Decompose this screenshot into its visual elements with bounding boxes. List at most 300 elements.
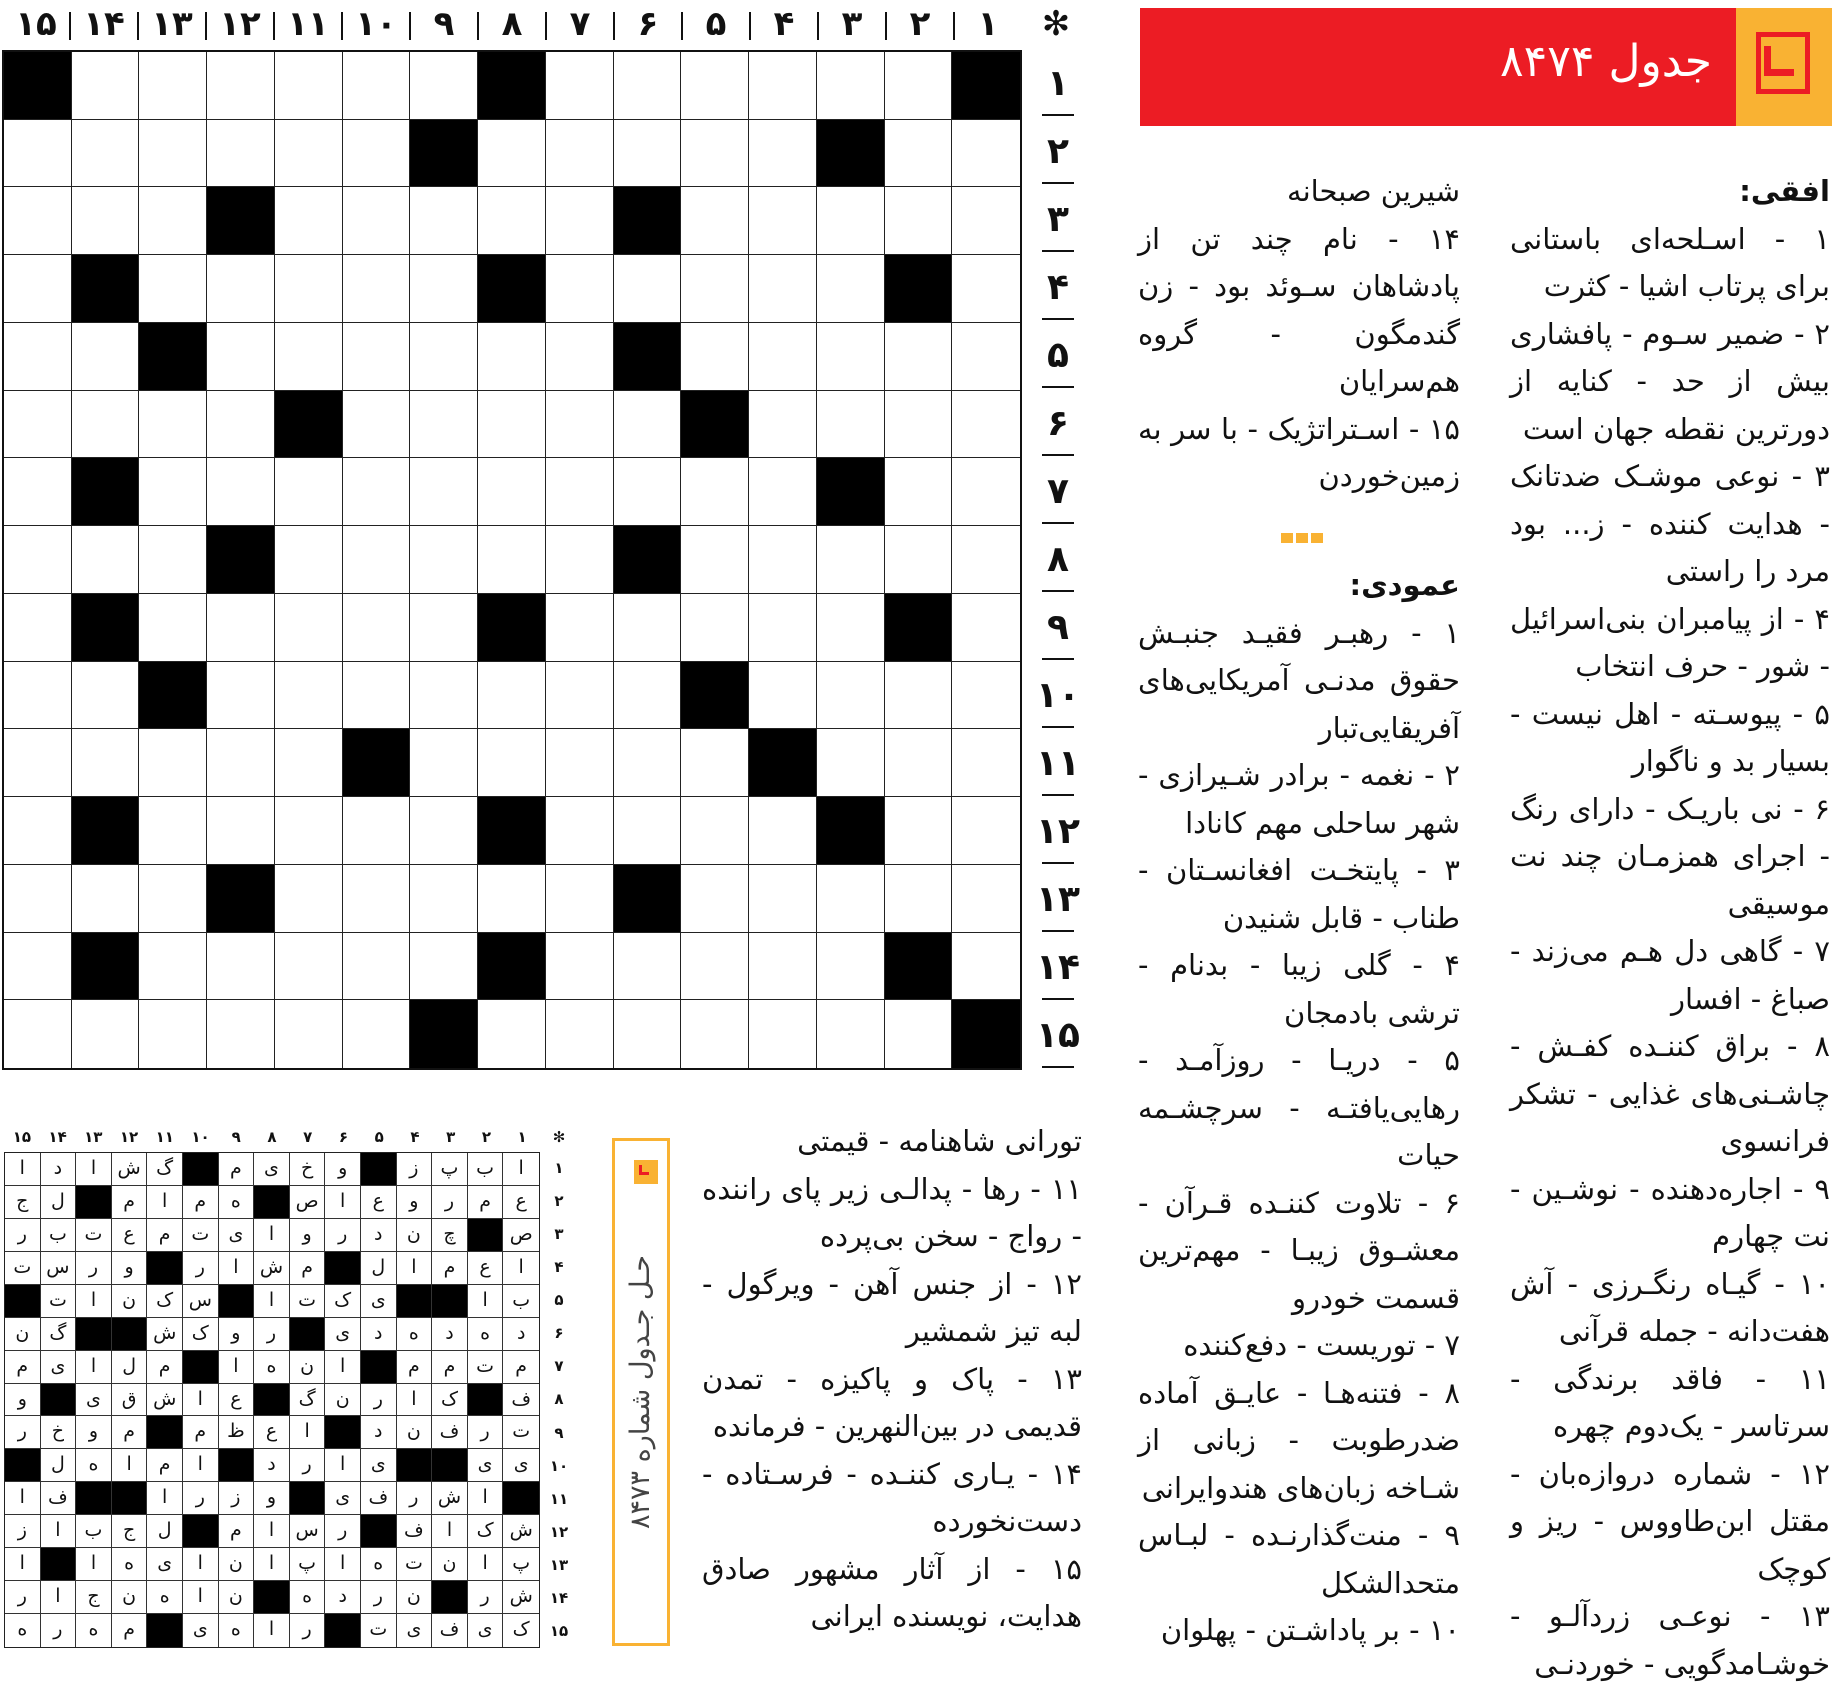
grid-cell[interactable] [275, 458, 343, 526]
solution-black-cell [290, 1482, 326, 1515]
grid-cell[interactable] [72, 1000, 140, 1068]
grid-cell[interactable] [817, 391, 885, 459]
solution-row-number: ۲ [548, 1185, 570, 1218]
grid-cell[interactable] [343, 594, 411, 662]
grid-cell[interactable] [885, 526, 953, 594]
column-number: ۶ [614, 4, 682, 44]
grid-cell[interactable] [614, 662, 682, 730]
grid-cell[interactable] [952, 323, 1020, 391]
row-number: ۲ [1036, 118, 1080, 186]
grid-cell[interactable] [275, 187, 343, 255]
solution-cell: ا [147, 1482, 183, 1515]
grid-cell[interactable] [410, 526, 478, 594]
grid-cell[interactable] [885, 797, 953, 865]
grid-cell[interactable] [546, 1000, 614, 1068]
grid-cell[interactable] [72, 52, 140, 120]
solution-cell: ن [112, 1581, 148, 1614]
grid-cell[interactable] [343, 662, 411, 730]
grid-cell[interactable] [343, 458, 411, 526]
clue-text: تورانی شاهنامه - قیمتی [702, 1118, 1082, 1166]
grid-cell[interactable] [72, 729, 140, 797]
solution-cell: ک [183, 1318, 219, 1351]
grid-cell[interactable] [546, 797, 614, 865]
solution-cell: ی [325, 1482, 361, 1515]
solution-row-number: ۹ [548, 1417, 570, 1450]
grid-cell[interactable] [614, 729, 682, 797]
solution-cell: ع [468, 1252, 504, 1285]
grid-cell[interactable] [343, 323, 411, 391]
solution-cell: ل [41, 1186, 77, 1219]
row-separator [1042, 114, 1074, 116]
grid-cell[interactable] [885, 1000, 953, 1068]
row-number: ۱ [1036, 50, 1080, 118]
grid-cell[interactable] [817, 662, 885, 730]
solution-cell: ا [76, 1548, 112, 1581]
grid-cell[interactable] [478, 458, 546, 526]
across-heading: افقی: [1510, 168, 1830, 216]
grid-cell[interactable] [207, 797, 275, 865]
grid-cell[interactable] [681, 458, 749, 526]
grid-cell[interactable] [275, 526, 343, 594]
grid-cell[interactable] [952, 594, 1020, 662]
grid-cell[interactable] [749, 797, 817, 865]
grid-cell[interactable] [139, 391, 207, 459]
grid-cell[interactable] [207, 594, 275, 662]
solution-cell: ف [432, 1416, 468, 1449]
grid-cell[interactable] [410, 729, 478, 797]
solution-cell: ی [76, 1384, 112, 1417]
grid-cell[interactable] [4, 255, 72, 323]
grid-cell[interactable] [952, 729, 1020, 797]
clues-column-2 [1138, 168, 1460, 501]
solution-cell: ر [361, 1384, 397, 1417]
grid-cell[interactable] [614, 797, 682, 865]
grid-cell[interactable] [614, 1000, 682, 1068]
grid-cell[interactable] [343, 526, 411, 594]
grid-cell[interactable] [275, 323, 343, 391]
solution-cell: ک [468, 1515, 504, 1548]
solution-cell: ق [112, 1384, 148, 1417]
grid-cell[interactable] [546, 594, 614, 662]
grid-cell[interactable] [614, 391, 682, 459]
grid-cell[interactable] [546, 187, 614, 255]
grid-cell[interactable] [952, 120, 1020, 188]
column-separator [749, 12, 751, 40]
grid-cell[interactable] [275, 662, 343, 730]
grid-cell[interactable] [952, 391, 1020, 459]
grid-cell[interactable] [207, 323, 275, 391]
solution-cell: م [112, 1416, 148, 1449]
grid-cell[interactable] [410, 594, 478, 662]
grid-cell[interactable] [546, 526, 614, 594]
grid-cell[interactable] [817, 323, 885, 391]
grid-cell[interactable] [478, 391, 546, 459]
solution-cell: ی [361, 1449, 397, 1482]
solution-black-cell [432, 1285, 468, 1318]
solution-cell: م [219, 1515, 255, 1548]
solution-cell: چ [432, 1219, 468, 1252]
solution-cell: ه [361, 1548, 397, 1581]
black-cell [614, 323, 682, 391]
solution-cell: ص [503, 1219, 539, 1252]
grid-cell[interactable] [681, 865, 749, 933]
grid-cell[interactable] [885, 120, 953, 188]
column-numbers [2, 4, 1080, 44]
solution-cell: ش [147, 1384, 183, 1417]
grid-cell[interactable] [410, 797, 478, 865]
grid-cell[interactable] [681, 933, 749, 1001]
grid-cell[interactable] [885, 865, 953, 933]
grid-cell[interactable] [72, 526, 140, 594]
grid-cell[interactable] [817, 933, 885, 1001]
grid-cell[interactable] [410, 52, 478, 120]
grid-cell[interactable] [139, 458, 207, 526]
row-number: ۳ [1036, 186, 1080, 254]
grid-cell[interactable] [614, 255, 682, 323]
grid-cell[interactable] [4, 729, 72, 797]
solution-black-cell [183, 1351, 219, 1384]
grid-cell[interactable] [749, 594, 817, 662]
grid-cell[interactable] [343, 797, 411, 865]
grid-cell[interactable] [749, 526, 817, 594]
grid-cell[interactable] [681, 594, 749, 662]
grid-cell[interactable] [546, 458, 614, 526]
grid-cell[interactable] [749, 187, 817, 255]
grid-cell[interactable] [749, 662, 817, 730]
grid-cell[interactable] [681, 255, 749, 323]
grid-cell[interactable] [885, 662, 953, 730]
clue-text: ۱۰ - گیـاه رنگـرزی - آش هفت‌دانه - جمله قرآنی [1510, 1261, 1830, 1356]
grid-cell[interactable] [410, 255, 478, 323]
grid-cell[interactable] [749, 865, 817, 933]
grid-cell[interactable] [139, 729, 207, 797]
grid-cell[interactable] [546, 52, 614, 120]
solution-black-cell [254, 1384, 290, 1417]
grid-cell[interactable] [343, 933, 411, 1001]
grid-cell[interactable] [72, 865, 140, 933]
solution-cell: د [41, 1153, 77, 1186]
solution-cell: و [112, 1252, 148, 1285]
grid-cell[interactable] [4, 594, 72, 662]
grid-cell[interactable] [885, 187, 953, 255]
black-cell [952, 1000, 1020, 1068]
solution-cell: ن [397, 1219, 433, 1252]
solution-cell: ش [254, 1252, 290, 1285]
grid-cell[interactable] [885, 52, 953, 120]
black-cell [885, 255, 953, 323]
black-cell [478, 797, 546, 865]
clue-text: ۶ - تلاوت کننـده قـرآن - معشـوق زیبـا - مهم‌ترین قسمت خودرو [1138, 1180, 1460, 1323]
grid-cell[interactable] [72, 120, 140, 188]
grid-cell[interactable] [681, 526, 749, 594]
grid-cell[interactable] [546, 865, 614, 933]
solution-cell: ت [290, 1285, 326, 1318]
black-cell [275, 391, 343, 459]
solution-cell: ا [41, 1515, 77, 1548]
grid-cell[interactable] [410, 323, 478, 391]
grid-cell[interactable] [546, 120, 614, 188]
grid-cell[interactable] [4, 1000, 72, 1068]
grid-cell[interactable] [275, 1000, 343, 1068]
grid-cell[interactable] [139, 933, 207, 1001]
black-cell [343, 729, 411, 797]
grid-cell[interactable] [749, 1000, 817, 1068]
solution-cell: ر [290, 1614, 326, 1647]
grid-cell[interactable] [749, 458, 817, 526]
solution-cell: م [432, 1351, 468, 1384]
solution-corner-symbol: ✻ [548, 1126, 570, 1148]
grid-cell[interactable] [207, 662, 275, 730]
solution-black-cell [361, 1515, 397, 1548]
grid-cell[interactable] [817, 187, 885, 255]
grid-cell[interactable] [139, 255, 207, 323]
grid-cell[interactable] [817, 594, 885, 662]
black-cell [478, 255, 546, 323]
grid-cell[interactable] [139, 865, 207, 933]
column-separator [273, 12, 275, 40]
grid-cell[interactable] [207, 255, 275, 323]
solution-cell: ه [219, 1186, 255, 1219]
grid-cell[interactable] [749, 391, 817, 459]
solution-cell: ر [5, 1416, 41, 1449]
grid-cell[interactable] [817, 255, 885, 323]
solution-cell: ی [468, 1614, 504, 1647]
grid-cell[interactable] [817, 526, 885, 594]
grid-cell[interactable] [681, 187, 749, 255]
grid-cell[interactable] [546, 933, 614, 1001]
grid-cell[interactable] [139, 1000, 207, 1068]
grid-cell[interactable] [749, 120, 817, 188]
column-number: ۱۲ [206, 4, 274, 44]
grid-cell[interactable] [275, 255, 343, 323]
grid-cell[interactable] [4, 797, 72, 865]
solution-cell: ا [290, 1416, 326, 1449]
grid-cell[interactable] [343, 187, 411, 255]
column-number: ۹ [410, 4, 478, 44]
grid-cell[interactable] [275, 797, 343, 865]
solution-cell: ا [325, 1351, 361, 1384]
grid-cell[interactable] [614, 594, 682, 662]
grid-cell[interactable] [207, 1000, 275, 1068]
grid-cell[interactable] [681, 52, 749, 120]
grid-cell[interactable] [343, 1000, 411, 1068]
solution-cell: م [147, 1219, 183, 1252]
grid-cell[interactable] [4, 526, 72, 594]
grid-cell[interactable] [681, 120, 749, 188]
solution-cell: ل [147, 1515, 183, 1548]
grid-cell[interactable] [952, 797, 1020, 865]
grid-cell[interactable] [207, 391, 275, 459]
row-number: ۵ [1036, 322, 1080, 390]
grid-cell[interactable] [4, 933, 72, 1001]
grid-cell[interactable] [207, 933, 275, 1001]
solution-black-cell [76, 1318, 112, 1351]
clue-text: ۱۳ - پاک و پاکیزه - تمدن قدیمی در بین‌النهرین - فرمانده [702, 1356, 1082, 1451]
grid-cell[interactable] [749, 323, 817, 391]
grid-cell[interactable] [614, 458, 682, 526]
black-cell [681, 391, 749, 459]
black-cell [817, 120, 885, 188]
grid-cell[interactable] [207, 52, 275, 120]
grid-cell[interactable] [952, 526, 1020, 594]
grid-cell[interactable] [681, 729, 749, 797]
grid-cell[interactable] [885, 729, 953, 797]
row-separator [1042, 250, 1074, 252]
grid-cell[interactable] [885, 391, 953, 459]
grid-cell[interactable] [207, 458, 275, 526]
grid-cell[interactable] [546, 729, 614, 797]
grid-cell[interactable] [72, 323, 140, 391]
grid-cell[interactable] [4, 323, 72, 391]
grid-cell[interactable] [749, 933, 817, 1001]
grid-cell[interactable] [343, 255, 411, 323]
clue-text: ۱۵ - از آثار مشهور صادق هدایت، نویسنده ایرانی [702, 1546, 1082, 1641]
row-number: ۱۴ [1036, 934, 1080, 1002]
grid-cell[interactable] [4, 120, 72, 188]
grid-cell[interactable] [275, 52, 343, 120]
grid-cell[interactable] [139, 52, 207, 120]
grid-cell[interactable] [478, 187, 546, 255]
grid-cell[interactable] [478, 662, 546, 730]
solution-black-cell [432, 1581, 468, 1614]
grid-cell[interactable] [72, 187, 140, 255]
grid-cell[interactable] [410, 662, 478, 730]
grid-cell[interactable] [4, 391, 72, 459]
solution-cell: ا [76, 1351, 112, 1384]
grid-cell[interactable] [275, 120, 343, 188]
black-cell [139, 323, 207, 391]
grid-cell[interactable] [817, 729, 885, 797]
grid-cell[interactable] [72, 662, 140, 730]
solution-cell: ت [5, 1252, 41, 1285]
solution-cell: ا [147, 1186, 183, 1219]
grid-cell[interactable] [614, 52, 682, 120]
solution-cell: ر [183, 1482, 219, 1515]
grid-cell[interactable] [952, 255, 1020, 323]
grid-cell[interactable] [614, 120, 682, 188]
solution-column-number: ۳ [433, 1126, 469, 1148]
grid-cell[interactable] [546, 255, 614, 323]
black-cell [478, 594, 546, 662]
solution-cell: ع [219, 1384, 255, 1417]
grid-cell[interactable] [952, 933, 1020, 1001]
grid-cell[interactable] [681, 323, 749, 391]
solution-cell: ا [468, 1482, 504, 1515]
grid-cell[interactable] [546, 323, 614, 391]
solution-black-cell [325, 1416, 361, 1449]
grid-cell[interactable] [478, 120, 546, 188]
grid-cell[interactable] [952, 187, 1020, 255]
column-number: ۱۴ [70, 4, 138, 44]
solution-black-cell [325, 1614, 361, 1647]
grid-cell[interactable] [885, 323, 953, 391]
solution-cell: ف [41, 1482, 77, 1515]
grid-cell[interactable] [817, 865, 885, 933]
solution-cell: ا [183, 1548, 219, 1581]
grid-cell[interactable] [4, 662, 72, 730]
grid-cell[interactable] [614, 933, 682, 1001]
grid-cell[interactable] [546, 662, 614, 730]
solution-cell: ش [112, 1153, 148, 1186]
solution-column-number: ۱۴ [40, 1126, 76, 1148]
grid-cell[interactable] [749, 52, 817, 120]
grid-cell[interactable] [139, 526, 207, 594]
grid-cell[interactable] [343, 391, 411, 459]
solution-cell: ا [254, 1515, 290, 1548]
grid-cell[interactable] [546, 391, 614, 459]
grid-cell[interactable] [139, 187, 207, 255]
grid-cell[interactable] [410, 187, 478, 255]
grid-cell[interactable] [478, 323, 546, 391]
column-separator [69, 12, 71, 40]
solution-cell: م [432, 1252, 468, 1285]
solution-cell: ف [432, 1614, 468, 1647]
solution-cell: ه [147, 1581, 183, 1614]
grid-cell[interactable] [478, 729, 546, 797]
solution-cell: ر [468, 1416, 504, 1449]
grid-cell[interactable] [749, 255, 817, 323]
down-clues-block [1138, 562, 1460, 1655]
grid-cell[interactable] [207, 729, 275, 797]
grid-cell[interactable] [478, 865, 546, 933]
grid-cell[interactable] [410, 458, 478, 526]
grid-cell[interactable] [275, 933, 343, 1001]
solution-cell: ا [219, 1351, 255, 1384]
grid-cell[interactable] [478, 1000, 546, 1068]
grid-cell[interactable] [478, 526, 546, 594]
grid-cell[interactable] [952, 865, 1020, 933]
grid-cell[interactable] [343, 865, 411, 933]
solution-cell: ج [5, 1186, 41, 1219]
black-cell [72, 797, 140, 865]
grid-cell[interactable] [885, 458, 953, 526]
grid-cell[interactable] [817, 1000, 885, 1068]
grid-cell[interactable] [410, 865, 478, 933]
solution-cell: ا [397, 1384, 433, 1417]
grid-cell[interactable] [207, 120, 275, 188]
grid-cell[interactable] [139, 594, 207, 662]
grid-cell[interactable] [343, 52, 411, 120]
column-separator [545, 12, 547, 40]
solution-cell: خ [41, 1416, 77, 1449]
grid-cell[interactable] [410, 933, 478, 1001]
grid-cell[interactable] [952, 458, 1020, 526]
grid-cell[interactable] [275, 594, 343, 662]
grid-cell[interactable] [275, 729, 343, 797]
grid-cell[interactable] [410, 391, 478, 459]
grid-cell[interactable] [4, 458, 72, 526]
grid-cell[interactable] [817, 52, 885, 120]
grid-cell[interactable] [139, 797, 207, 865]
across-clues-part-2 [1138, 168, 1460, 501]
grid-cell[interactable] [681, 797, 749, 865]
grid-cell[interactable] [681, 1000, 749, 1068]
row-number: ۴ [1036, 254, 1080, 322]
solution-row-number: ۳ [548, 1218, 570, 1251]
grid-cell[interactable] [343, 120, 411, 188]
grid-cell[interactable] [952, 662, 1020, 730]
row-numbers [1036, 50, 1080, 1070]
solution-cell: ر [290, 1449, 326, 1482]
grid-cell[interactable] [4, 865, 72, 933]
grid-cell[interactable] [275, 865, 343, 933]
row-number: ۱۳ [1036, 866, 1080, 934]
solution-cell: م [5, 1351, 41, 1384]
grid-cell[interactable] [72, 391, 140, 459]
grid-cell[interactable] [4, 187, 72, 255]
solution-cell: ی [147, 1548, 183, 1581]
grid-cell[interactable] [139, 120, 207, 188]
